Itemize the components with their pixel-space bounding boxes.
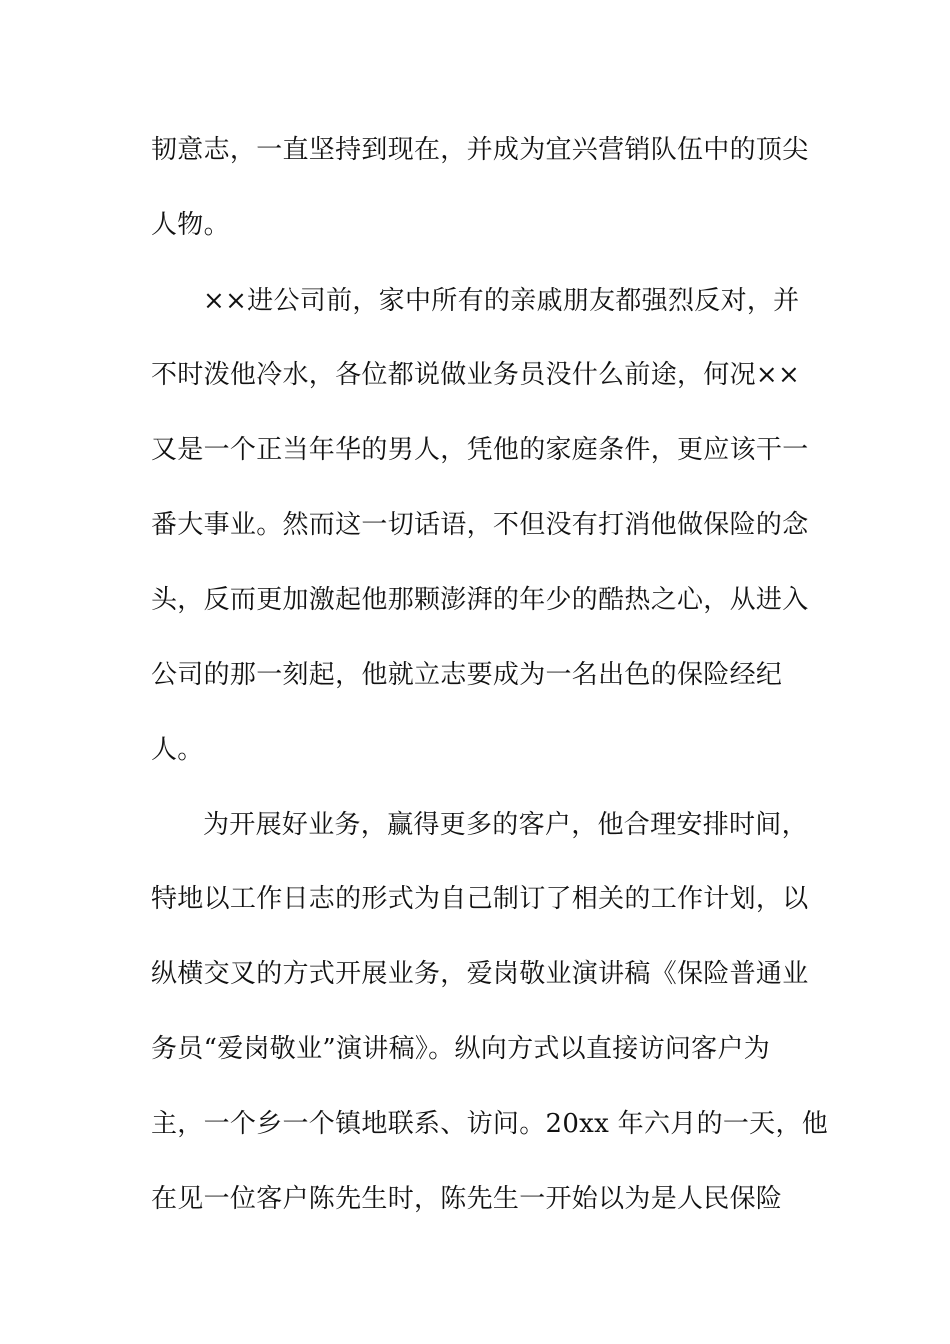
- text-line: 不时泼他冷水，各位都说做业务员没什么前途，何况××: [151, 360, 801, 390]
- text-line: 番大事业。然而这一切话语，不但没有打消他做保险的念: [151, 510, 809, 540]
- text-line: 人物。: [151, 210, 230, 240]
- text-line: 特地以工作日志的形式为自己制订了相关的工作计划，以: [151, 884, 809, 914]
- paragraph-start-line: 为开展好业务，赢得更多的客户，他合理安排时间，: [203, 810, 808, 840]
- paragraph-start-line: ××进公司前，家中所有的亲戚朋友都强烈反对，并: [203, 286, 800, 316]
- text-line: 务员“爱岗敬业”演讲稿》。纵向方式以直接访问客户为: [151, 1034, 771, 1064]
- text-line: 在见一位客户陈先生时，陈先生一开始以为是人民保险: [151, 1184, 783, 1214]
- text-line: 公司的那一刻起，他就立志要成为一名出色的保险经纪: [151, 660, 783, 690]
- text-line: 纵横交叉的方式开展业务，爱岗敬业演讲稿《保险普通业: [151, 959, 809, 989]
- text-line: 又是一个正当年华的男人，凭他的家庭条件，更应该干一: [151, 435, 809, 465]
- text-line: 头，反而更加激起他那颗澎湃的年少的酷热之心，从进入: [151, 585, 809, 615]
- text-line: 主，一个乡一个镇地联系、访问。20xx 年六月的一天，他: [151, 1109, 829, 1139]
- text-line: 韧意志，一直坚持到现在，并成为宜兴营销队伍中的顶尖: [151, 135, 809, 165]
- text-line: 人。: [151, 735, 204, 765]
